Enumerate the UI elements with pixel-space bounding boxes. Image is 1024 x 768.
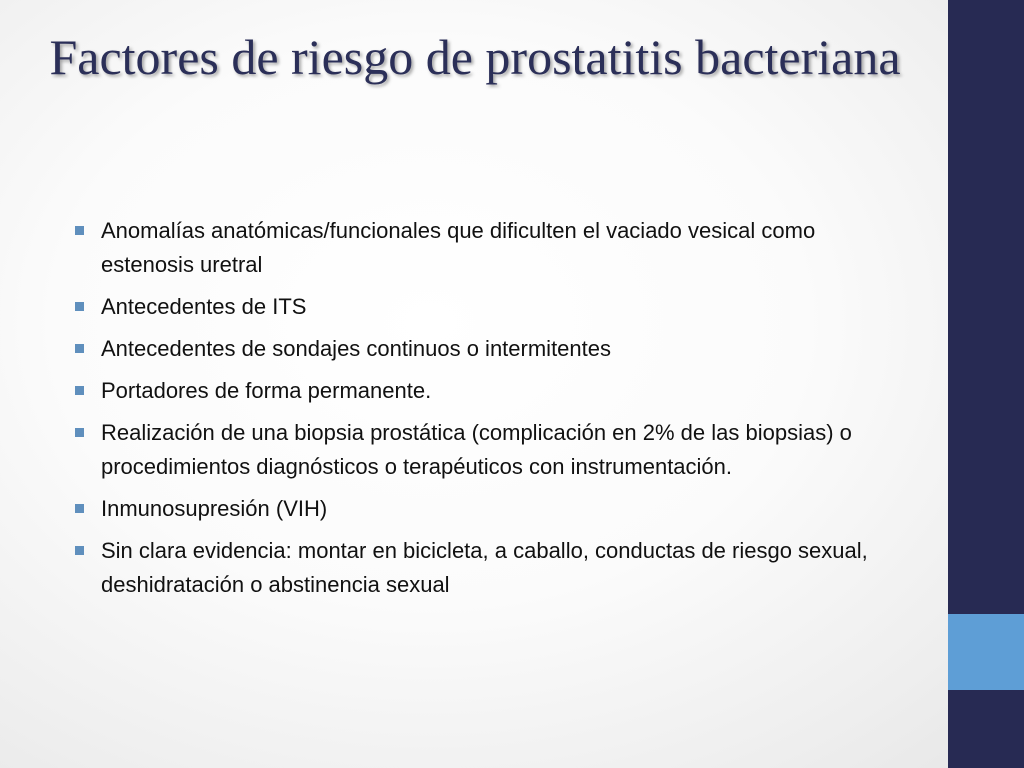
- slide-title: Factores de riesgo de prostatitis bacteriana: [49, 29, 901, 85]
- bullet-item: [72, 332, 872, 366]
- square-bullet-icon: [75, 504, 84, 513]
- square-bullet-icon: [75, 428, 84, 437]
- bullet-item: [72, 374, 872, 408]
- bullet-text: Antecedentes de ITS: [101, 294, 307, 319]
- square-bullet-icon: [75, 344, 84, 353]
- bullet-item: [72, 416, 872, 484]
- bullet-item: [72, 534, 872, 602]
- bullet-text: Anomalías anatómicas/funcionales que dificulten el vaciado vesical como estenosis uretral: [101, 218, 816, 277]
- bullet-item: [72, 214, 872, 282]
- square-bullet-icon: [75, 386, 84, 395]
- bullet-text: Sin clara evidencia: montar en bicicleta, a caballo, conductas de riesgo sexual, deshidratación o abstinencia sexual: [101, 538, 868, 597]
- right-sidebar-accent-block: [948, 614, 1024, 690]
- square-bullet-icon: [75, 302, 84, 311]
- bullet-item: [72, 492, 872, 526]
- bullet-text: Realización de una biopsia prostática (complicación en 2% de las biopsias) o procedimientos diagnósticos o terapéuticos con instrumentación.: [101, 420, 852, 479]
- bullet-text: Portadores de forma permanente.: [101, 378, 432, 403]
- bullet-text: Inmunosupresión (VIH): [101, 496, 328, 521]
- square-bullet-icon: [75, 226, 84, 235]
- bullet-item: [72, 290, 872, 324]
- bullet-text: Antecedentes de sondajes continuos o intermitentes: [101, 336, 611, 361]
- bullet-list: [72, 214, 872, 610]
- square-bullet-icon: [75, 546, 84, 555]
